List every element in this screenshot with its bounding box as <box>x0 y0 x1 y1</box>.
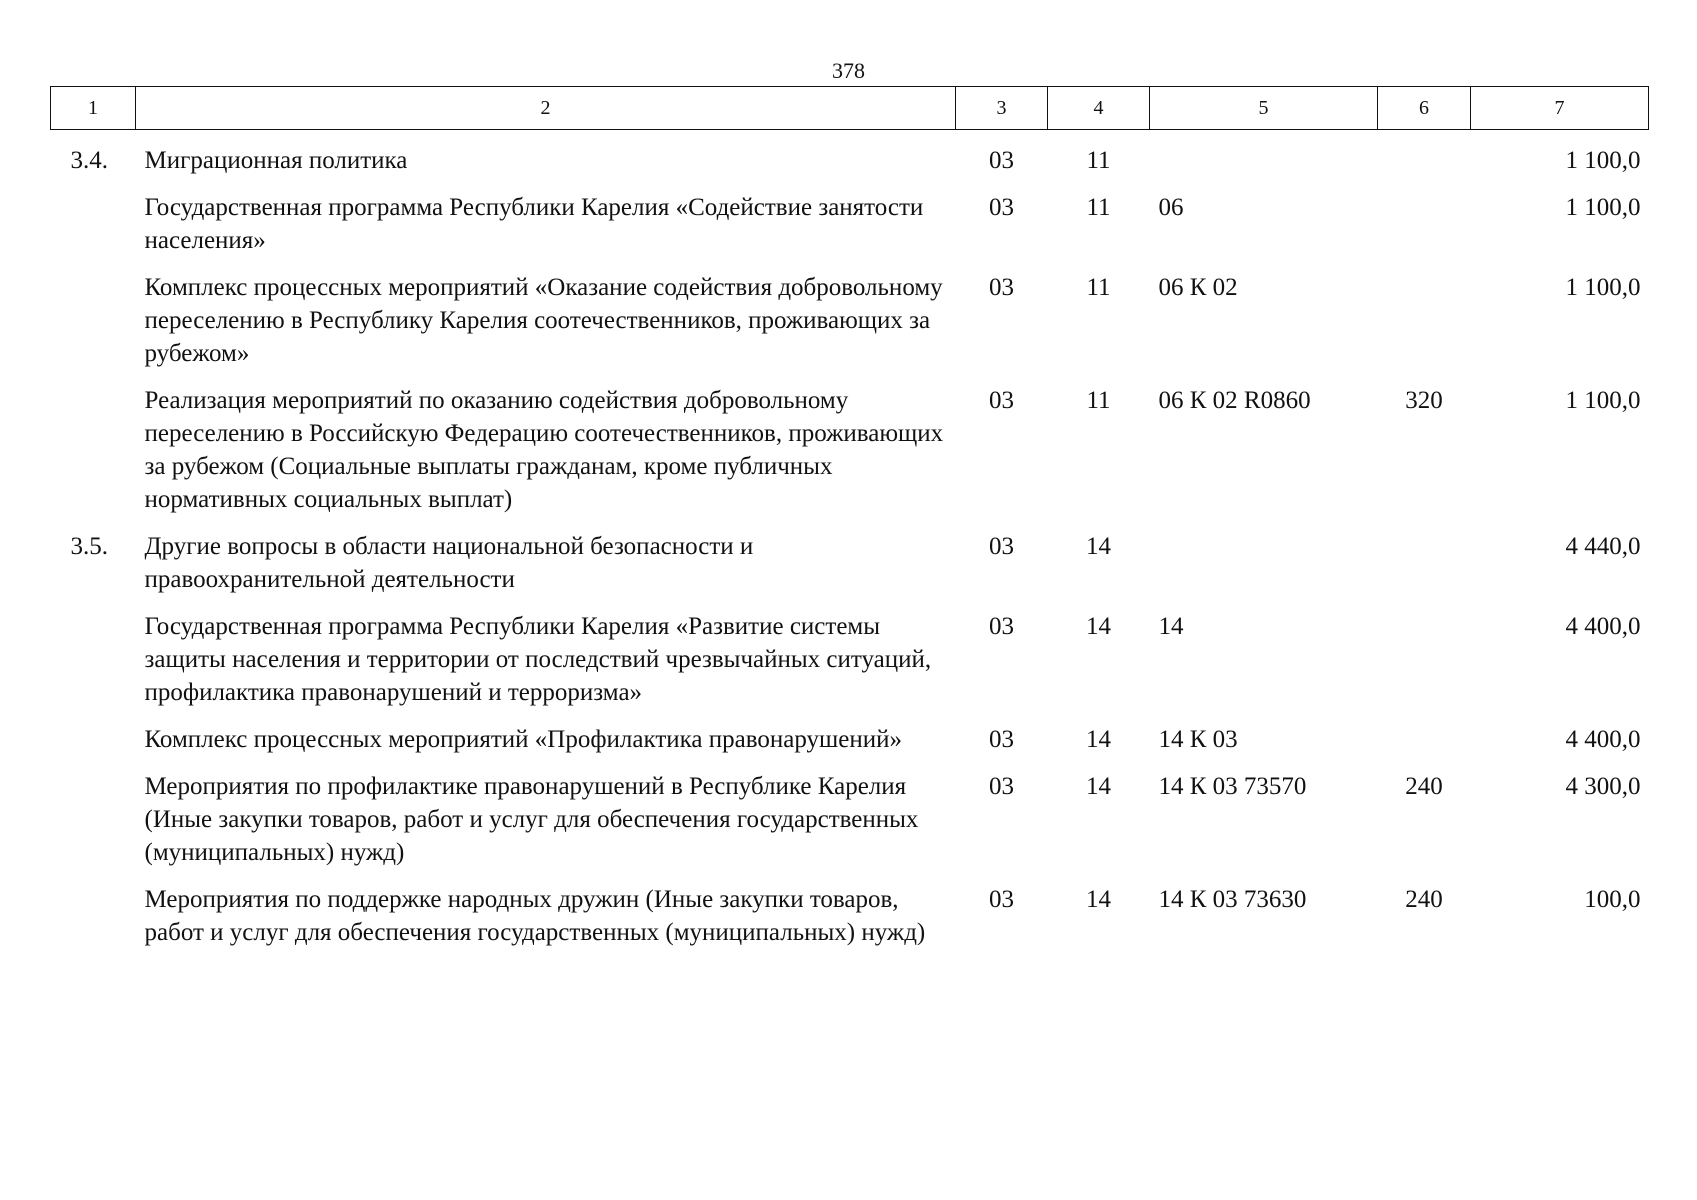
row-section: 03 <box>989 194 1014 221</box>
table-row <box>51 516 1649 596</box>
row-expense-type <box>1378 177 1471 257</box>
row-number <box>51 756 136 869</box>
row-number: 3.5. <box>70 533 108 560</box>
row-name: Государственная программа Республики Карелия «Развитие системы защиты населения и территории от последствий чрезвычайных ситуаций, профилактика правонарушений и терроризма» <box>144 613 932 706</box>
row-amount: 4 400,0 <box>1565 726 1641 753</box>
table-row <box>51 709 1649 756</box>
row-subsection: 11 <box>1086 274 1111 301</box>
table-row <box>51 596 1649 709</box>
row-expense-type: 320 <box>1405 387 1443 414</box>
row-amount: 4 300,0 <box>1565 773 1641 800</box>
header-col-2: 2 <box>136 87 956 130</box>
row-name: Мероприятия по профилактике правонарушений в Республике Карелия (Иные закупки товаров, работ и услуг для обеспечения государственных (муниципальных) нужд) <box>144 773 919 866</box>
row-subsection: 14 <box>1086 886 1111 913</box>
header-col-1: 1 <box>51 87 136 130</box>
row-name: Реализация мероприятий по оказанию содействия добровольному переселению в Российскую Федерацию соотечественников, проживающих за рубежом (Социальные выплаты гражданам, кроме публичных нормативных социальных выплат) <box>144 387 944 513</box>
row-expense-type: 240 <box>1405 886 1443 913</box>
row-section: 03 <box>989 886 1014 913</box>
table-header-row <box>51 87 1649 130</box>
row-amount: 100,0 <box>1584 886 1641 913</box>
row-expense-type <box>1378 516 1471 596</box>
header-col-6: 6 <box>1378 87 1471 130</box>
row-section: 03 <box>989 773 1014 800</box>
table-row <box>51 869 1649 949</box>
header-col-4: 4 <box>1048 87 1150 130</box>
header-col-3: 3 <box>956 87 1048 130</box>
table-row <box>51 130 1649 178</box>
row-number <box>51 709 136 756</box>
row-amount: 4 400,0 <box>1565 613 1641 640</box>
row-target-article: 06 <box>1158 194 1184 221</box>
table-row <box>51 370 1649 516</box>
row-subsection: 14 <box>1086 533 1111 560</box>
row-target-article: 06 К 02 R0860 <box>1158 387 1311 414</box>
row-subsection: 14 <box>1086 613 1111 640</box>
header-col-5: 5 <box>1150 87 1378 130</box>
row-number: 3.4. <box>70 147 108 174</box>
row-subsection: 14 <box>1086 773 1111 800</box>
table-row <box>51 257 1649 370</box>
row-number <box>51 257 136 370</box>
row-amount: 1 100,0 <box>1565 194 1641 221</box>
row-amount: 4 440,0 <box>1565 533 1641 560</box>
row-target-article: 14 К 03 <box>1158 726 1238 753</box>
row-name: Другие вопросы в области национальной безопасности и правоохранительной деятельности <box>144 533 754 593</box>
row-expense-type <box>1378 596 1471 709</box>
row-amount: 1 100,0 <box>1565 274 1641 301</box>
row-name: Миграционная политика <box>144 147 408 174</box>
row-amount: 1 100,0 <box>1565 387 1641 414</box>
row-subsection: 11 <box>1086 194 1111 221</box>
table-row <box>51 177 1649 257</box>
row-number <box>51 869 136 949</box>
row-section: 03 <box>989 274 1014 301</box>
row-target-article: 14 <box>1158 613 1184 640</box>
row-expense-type <box>1378 130 1471 178</box>
row-section: 03 <box>989 147 1014 174</box>
row-expense-type <box>1378 709 1471 756</box>
budget-table <box>50 86 1649 949</box>
row-target-article <box>1150 130 1378 178</box>
row-number <box>51 596 136 709</box>
row-target-article: 14 К 03 73630 <box>1158 886 1307 913</box>
row-section: 03 <box>989 387 1014 414</box>
row-target-article: 14 К 03 73570 <box>1158 773 1307 800</box>
row-section: 03 <box>989 533 1014 560</box>
row-section: 03 <box>989 726 1014 753</box>
row-subsection: 14 <box>1086 726 1111 753</box>
row-name: Государственная программа Республики Карелия «Содействие занятости населения» <box>144 194 924 254</box>
page-number: 378 <box>832 58 865 83</box>
row-name: Комплекс процессных мероприятий «Оказание содействия добровольному переселению в Республику Карелия соотечественников, проживающих за рубежом» <box>144 274 943 367</box>
row-expense-type <box>1378 257 1471 370</box>
row-target-article: 06 К 02 <box>1158 274 1238 301</box>
row-expense-type: 240 <box>1405 773 1443 800</box>
row-subsection: 11 <box>1086 387 1111 414</box>
row-number <box>51 177 136 257</box>
row-target-article <box>1150 516 1378 596</box>
row-section: 03 <box>989 613 1014 640</box>
header-col-7: 7 <box>1471 87 1649 130</box>
row-amount: 1 100,0 <box>1565 147 1641 174</box>
row-number <box>51 370 136 516</box>
row-name: Комплекс процессных мероприятий «Профилактика правонарушений» <box>144 726 902 753</box>
row-subsection: 11 <box>1086 147 1111 174</box>
table-row <box>51 756 1649 869</box>
row-name: Мероприятия по поддержке народных дружин (Иные закупки товаров, работ и услуг для обеспечения государственных (муниципальных) нужд) <box>144 886 926 946</box>
